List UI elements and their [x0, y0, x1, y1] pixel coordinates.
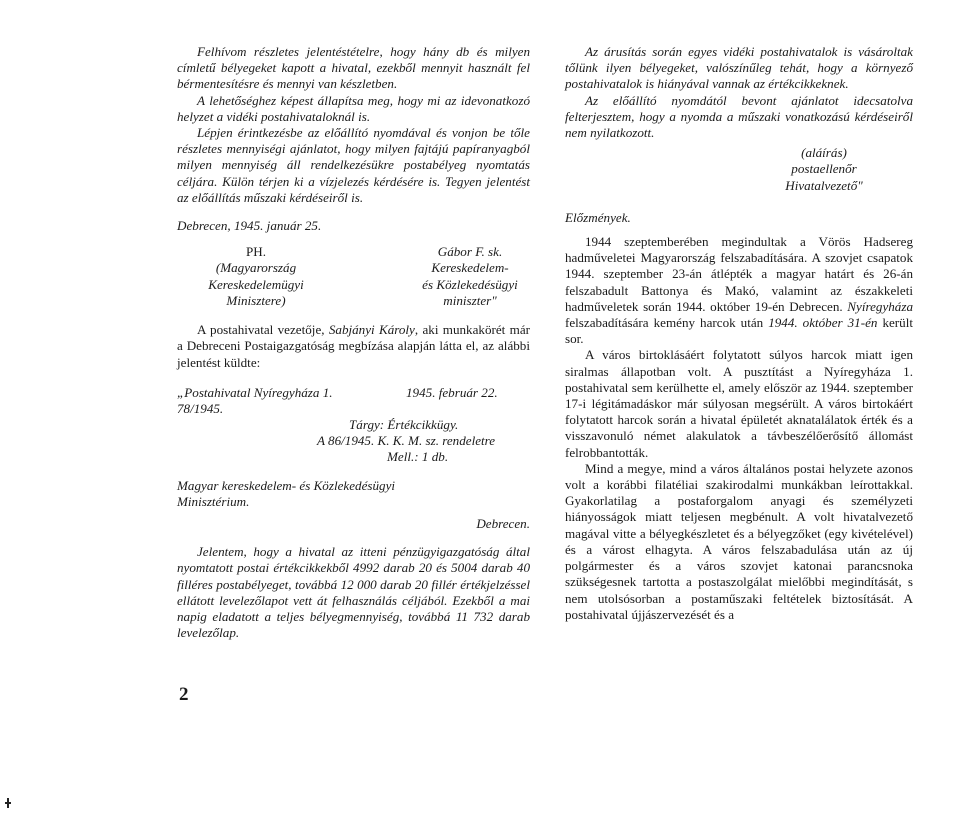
- paragraph: Felhívom részletes jelentéstételre, hogy hány db és milyen címletű bélyegeket kapott a hivatal, ezekből mennyit használt fel bérmentesítésre és mennyi van készletben.: [177, 44, 530, 92]
- paragraph: Mind a megye, mind a város általános postai helyzete azonos volt a korábbi filatéliai szakirodalmi munkákban leírottakkal. Gyakorlatilag a postaforgalom anyagi és személyzeti hiányosságok miatt teljesen megbénult. A volt hivatalvezető magával vitte a bélyegkészletet és a bélyegzőket (egy kivételével) és a várost elhagyta. A város felszabadulása után az új polgármester és a város szovjet katonai parancsnoka szükségesnek tartotta a postaszolgálat mielőbbi megindítását, s nem utolsósorban a postaműszaki feltételek biztosítását. A postahivatal újjászervezését és a: [565, 460, 913, 622]
- paragraph: A lehetőséghez képest állapítsa meg, hogy mi az idevonatkozó helyzet a vidéki postahivataloknál is.: [177, 92, 530, 124]
- person-name: Sabjányi Károly: [328, 322, 415, 338]
- paragraph: 1944 szeptemberében megindultak a Vörös Hadsereg hadműveletei Magyarország felszabadítására. A szovjet csapatok 1944. szeptember 23-án átlépték a magyar határt és 26-án felszabadult Battonya és Makó, valamint az északkeleti hadműveletek során 1944. október 19-én Debrecen. Nyíregyháza felszabadítására kemény harcok után 1944. október 31-én került sor.: [565, 234, 913, 347]
- scan-mark-icon: [5, 798, 11, 808]
- addressee-city: Debrecen.: [476, 516, 530, 532]
- reference-office: „Postahivatal Nyíregyháza 1.: [177, 384, 333, 400]
- signature-line: Kereskedelem-: [431, 260, 509, 276]
- stamp-mark: PH.: [245, 244, 266, 260]
- signature-line: postaellenőr: [791, 161, 857, 177]
- signature-left: [181, 244, 331, 309]
- subject-reference: A 86/1945. K. K. M. sz. rendeletre: [317, 433, 496, 449]
- paragraph: Az árusítás során egyes vidéki postahivatalok is vásároltak tőlünk ilyen bélyegeket, valószínűleg tehát, hogy a környező postahivatalok is hiányával vannak az értékcikkeknek.: [565, 44, 913, 92]
- reference-row: [177, 385, 530, 401]
- signature-line: Minisztere): [226, 292, 286, 308]
- signature-line: Hivatalvezető": [785, 177, 863, 193]
- paragraph: A postahivatal vezetője, Sabjányi Károly, aki munkakörét már a Debreceni Postaigazgatóság megbízása alapján látta el, az alábbi jelentést küldte:: [177, 322, 530, 370]
- signature-line: Gábor F. sk.: [437, 244, 503, 260]
- enclosure-line: Mell.: 1 db.: [387, 449, 449, 465]
- paragraph: A város birtoklásáért folytatott súlyos harcok miatt igen siralmas állapotban volt. A pusztítást a Nyíregyháza 1. postahivatal sem kerülhette el, amely először az 1944. szeptember 17-i légitámadáskor már súlyosan megsérült. A város birtokáért folytatott harcok során a hivatal épületét aknatalálatok érték és a visszavonuló német alakulatok a távbeszélőerősítő állomást felrobbantották.: [565, 347, 913, 460]
- section-heading: Előzmények.: [565, 209, 631, 225]
- signature-line: és Közlekedésügyi: [422, 276, 518, 292]
- signature-right: [395, 244, 545, 309]
- left-column: [177, 44, 530, 641]
- letter-date: Debrecen, 1945. január 25.: [177, 218, 322, 234]
- reference-date: 1945. február 22.: [406, 384, 498, 400]
- signature-block: [177, 244, 530, 310]
- reference-number: 78/1945.: [177, 400, 224, 416]
- subject-line: Tárgy: Értékcikkügy.: [349, 417, 459, 433]
- page-number: 2: [179, 684, 189, 705]
- addressee: Minisztérium.: [177, 493, 250, 509]
- signature-line: (aláírás): [801, 145, 847, 161]
- paragraph: Az előállító nyomdától bevont ajánlatot idecsatolva felterjesztem, hogy a nyomda a műszaki vonatkozású kérdéseiről nem nyilatkozott.: [565, 92, 913, 141]
- signature-line: miniszter": [443, 292, 497, 308]
- signature-line: (Magyarország: [215, 260, 297, 276]
- paragraph: Jelentem, hogy a hivatal az itteni pénzügyigazgatóság által nyomtatott postai értékcikkekből 4992 darab 20 és 5004 darab 40 filléres postabélyeget, továbbá 12 000 darab 20 fillér értékjelzéssel ellátott levelezőlapot vett át felhasználás céljából. Ezekből a mai napig eladatott a teljes bélyegmennyiség, továbbá 11 732 darab levelezőlap.: [177, 544, 530, 641]
- signature-block: [565, 145, 897, 194]
- addressee: Magyar kereskedelem- és Közlekedésügyi: [177, 477, 396, 493]
- paragraph: Lépjen érintkezésbe az előállító nyomdával és vonjon be tőle részletes mennyiségi ajánlatot, hogy milyen fajtájú papíranyagból milyen mennyiség áll rendelkezésükre postabélyeg nyomtatás céljára. Külön térjen ki a vízjelezés kérdésére is. Tegyen jelentést az előállítás műszaki kérdéseiről is.: [177, 125, 530, 205]
- right-column: [565, 44, 913, 623]
- signature-line: Kereskedelemügyi: [208, 276, 304, 292]
